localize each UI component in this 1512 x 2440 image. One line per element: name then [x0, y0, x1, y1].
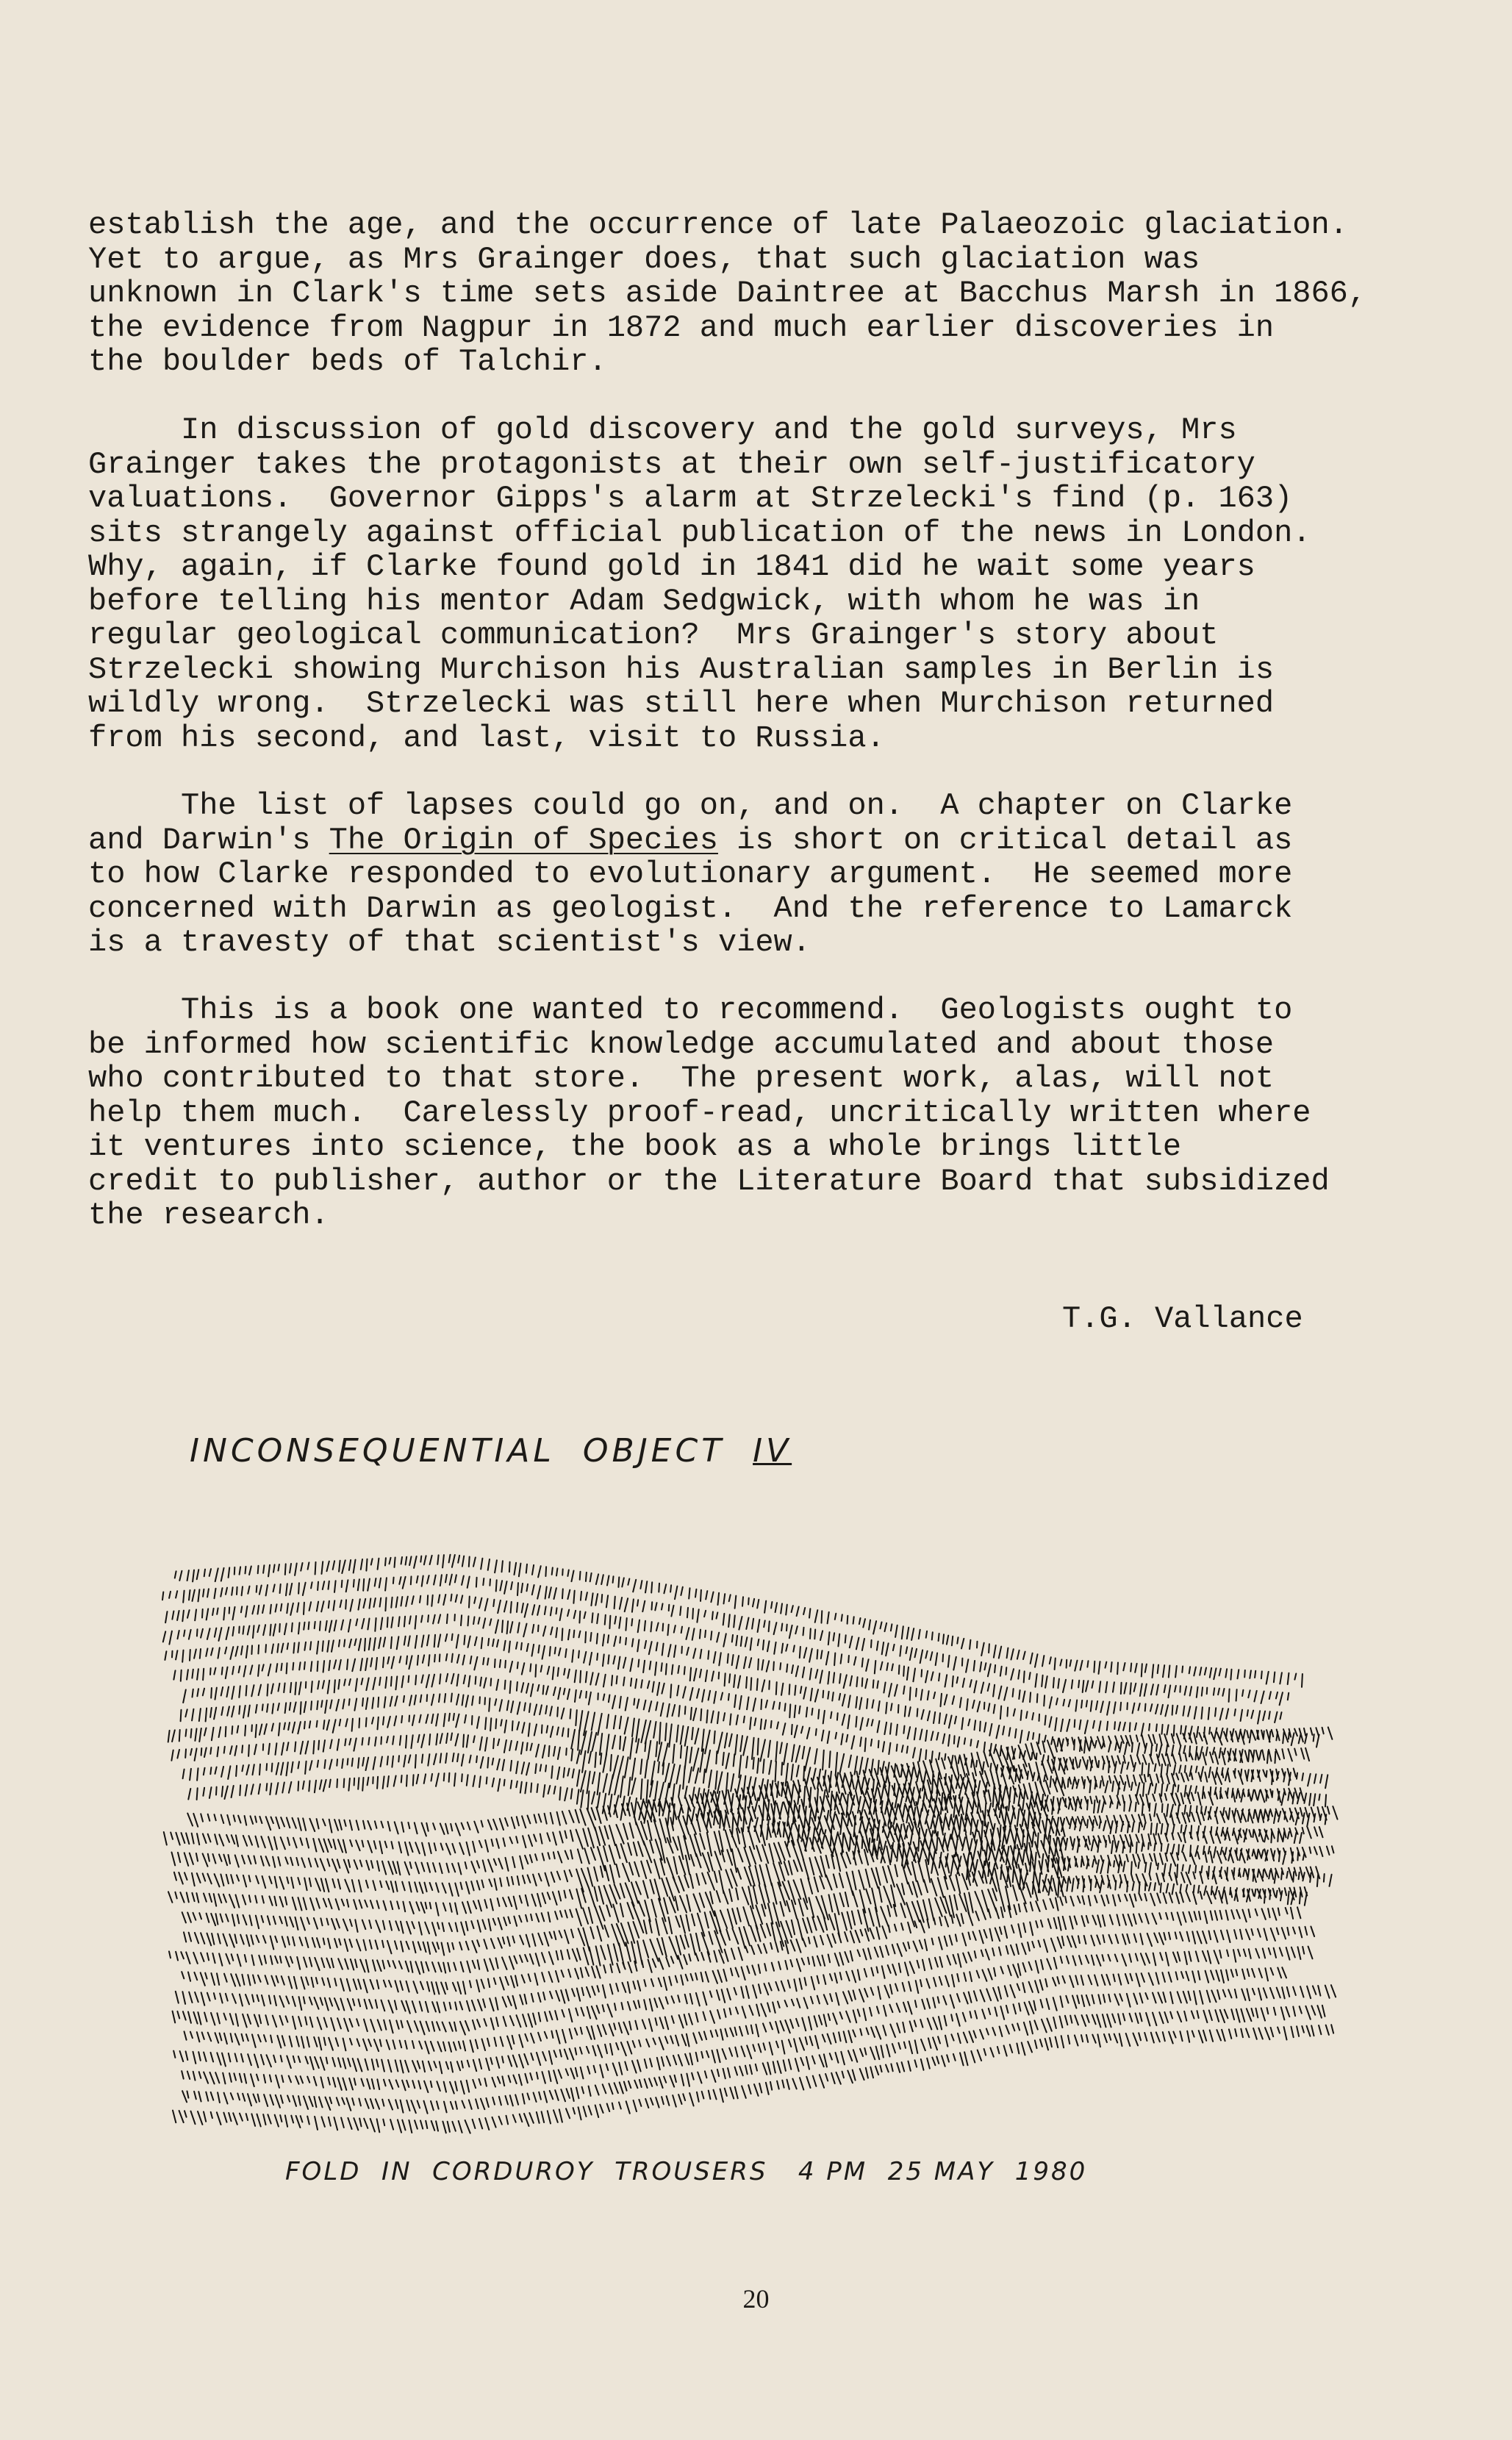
paragraph-1: [88, 208, 1485, 379]
text-line: before telling his mentor Adam Sedgwick, with whom he was in: [88, 583, 1200, 619]
text-line: be informed how scientific knowledge accumulated and about those: [88, 1026, 1275, 1062]
text-line: Strzelecki showing Murchison his Australian samples in Berlin is: [88, 651, 1275, 687]
page-number: 20: [742, 2284, 770, 2314]
text-line: who contributed to that store. The present work, alas, will not: [88, 1061, 1275, 1096]
text-line: Grainger takes the protagonists at their own self-justificatory: [88, 446, 1255, 482]
drawing-title-numeral: IV: [753, 1432, 792, 1470]
drawing-title-text: INCONSEQUENTIAL OBJECT: [190, 1432, 725, 1470]
text-line: the research.: [88, 1198, 329, 1233]
book-title-reference: The Origin of Species: [329, 822, 718, 858]
text-line: credit to publisher, author or the Literature Board that subsidized: [88, 1163, 1330, 1199]
drawing-caption: FOLD IN CORDUROY TROUSERS 4 PM 25 MAY 1980: [285, 2157, 1088, 2186]
text-line: unknown in Clark's time sets aside Daintree at Bacchus Marsh in 1866,: [88, 276, 1367, 311]
paragraph-3: [88, 789, 1485, 960]
drawing-title: [190, 1432, 792, 1470]
text-line: the evidence from Nagpur in 1872 and much earlier discoveries in: [88, 310, 1275, 346]
text-fragment: and Darwin's: [88, 822, 329, 858]
text-line: help them much. Carelessly proof-read, uncritically written where: [88, 1095, 1311, 1131]
text-line: establish the age, and the occurrence of late Palaeozoic glaciation.: [88, 207, 1348, 243]
paragraph-2: [88, 413, 1485, 755]
text-line: to how Clarke responded to evolutionary argument. He seemed more: [88, 856, 1293, 892]
text-line: This is a book one wanted to recommend. Geologists ought to: [88, 992, 1293, 1028]
corduroy-fold-drawing: [147, 1544, 1367, 2154]
hatch-strokes: [162, 1555, 1338, 2133]
text-line: it ventures into science, the book as a whole brings little: [88, 1129, 1182, 1164]
text-line: valuations. Governor Gipps's alarm at Strzelecki's find (p. 163): [88, 481, 1293, 516]
text-line: concerned with Darwin as geologist. And the reference to Lamarck: [88, 890, 1293, 926]
text-line: Yet to argue, as Mrs Grainger does, that such glaciation was: [88, 241, 1200, 277]
text-line: In discussion of gold discovery and the gold surveys, Mrs: [88, 412, 1237, 448]
paragraph-4: [88, 993, 1485, 1233]
text-line: Why, again, if Clarke found gold in 1841 did he wait some years: [88, 549, 1255, 584]
author-signature: T.G. Vallance: [1062, 1301, 1303, 1337]
corduroy-hatching: [162, 1555, 1338, 2133]
text-line: from his second, and last, visit to Russia.: [88, 720, 885, 756]
text-line: [88, 823, 1292, 858]
text-line: regular geological communication? Mrs Grainger's story about: [88, 618, 1219, 653]
text-line: is a travesty of that scientist's view.: [88, 925, 811, 960]
text-line: sits strangely against official publication of the news in London.: [88, 515, 1311, 551]
text-line: The list of lapses could go on, and on. A chapter on Clarke: [88, 788, 1293, 823]
text-line: wildly wrong. Strzelecki was still here when Murchison returned: [88, 686, 1275, 721]
text-line: the boulder beds of Talchir.: [88, 344, 607, 379]
text-fragment: is short on critical detail as: [717, 822, 1293, 858]
